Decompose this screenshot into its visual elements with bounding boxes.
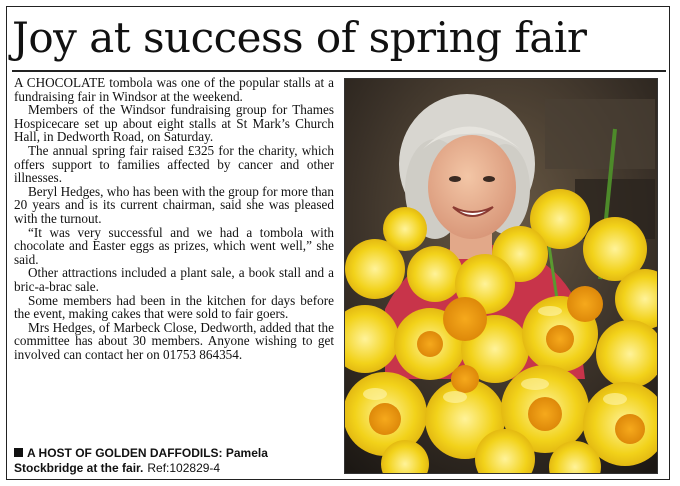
photo-caption: [14, 446, 336, 476]
caption-text: A HOST OF GOLDEN DAFFODILS: Pamela Stockbridge at the fair.: [14, 446, 268, 475]
article-paragraph: The annual spring fair raised £325 for the charity, which offers support to families affected by cancer and other illnesses.: [14, 142, 334, 186]
article-paragraph: Some members had been in the kitchen for days before the event, making cakes that were sold to fair goers.: [14, 292, 334, 322]
article-paragraph: Other attractions included a plant sale, a book stall and a bric-a-brac sale.: [14, 265, 334, 294]
article-paragraph: Members of the Windsor fundraising group for Thames Hospicecare set up about eight stalls at St Mark’s Church Hall, in Dedworth Road, on Saturday.: [14, 102, 334, 145]
article-paragraph: A CHOCOLATE tombola was one of the popular stalls at a fundraising fair in Windsor at the weekend.: [14, 75, 334, 104]
article-paragraph: Beryl Hedges, who has been with the group for more than 20 years and is its current chairman, said she was pleased with the turnout.: [14, 183, 334, 226]
headline: Joy at success of spring fair: [12, 13, 587, 62]
headline-rule: [12, 70, 666, 72]
article-photo: [344, 78, 658, 474]
photo-illustration: [345, 79, 657, 473]
photo-reference: Ref:102829-4: [147, 461, 221, 475]
article-paragraph: Mrs Hedges, of Marbeck Close, Dedworth, added that the committee has about 30 members. Anyone wishing to get involved can contact her on 01753 864354.: [14, 319, 334, 362]
article-paragraph: “It was very successful and we had a tombola with chocolate and Easter eggs as prizes, which went well,” she said.: [14, 224, 334, 267]
caption-square-icon: [14, 448, 23, 457]
article-body: [14, 76, 334, 361]
